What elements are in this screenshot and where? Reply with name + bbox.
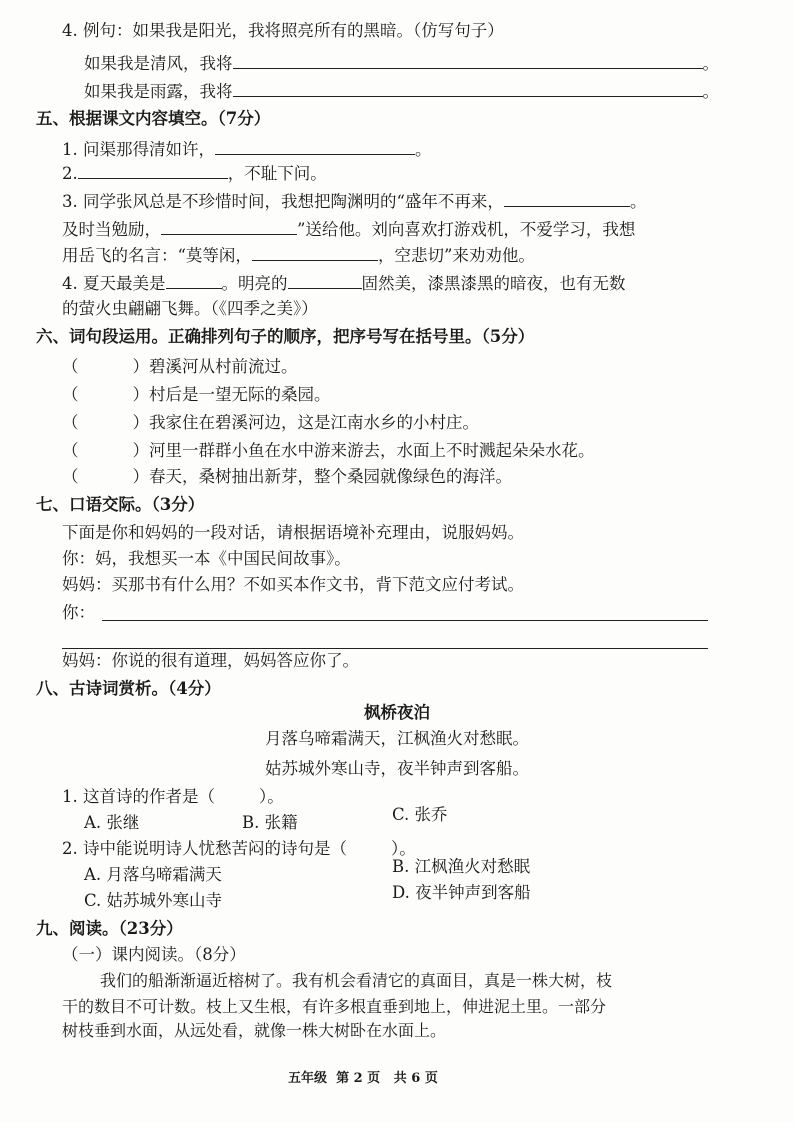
sec7-mom-1: 妈妈：买那书有什么用？不如买本作文书，背下范文应付考试。 <box>62 575 524 594</box>
option-2c[interactable]: C. 姑苏城外寒山寺 <box>84 891 223 910</box>
sec5-item-4b: 的萤火虫翩翩飞舞。（《四季之美》） <box>62 299 318 318</box>
answer-blank[interactable] <box>78 162 228 179</box>
poem-title: 枫桥夜泊 <box>364 703 430 722</box>
sec6-item-1: （ ）碧溪河从村前流过。 <box>62 357 298 376</box>
answer-blank[interactable] <box>288 272 362 289</box>
answer-line[interactable] <box>102 620 708 621</box>
sec6-item-2: （ ）村后是一望无际的桑园。 <box>62 385 331 404</box>
sec6-item-5: （ ）春天，桑树抽出新芽，整个桑园就像绿色的海洋。 <box>62 467 512 486</box>
sec8-question-1: 1. 这首诗的作者是（ ）。 <box>62 787 284 806</box>
reading-passage-line-3: 树枝垂到水面，从远处看，就像一株大树卧在水面上。 <box>62 1021 447 1040</box>
option-1b[interactable]: B. 张籍 <box>242 813 298 832</box>
sec7-intro: 下面是你和妈妈的一段对话，请根据语境补充理由，说服妈妈。 <box>62 523 524 542</box>
sec6-item-4: （ ）河里一群群小鱼在水中游来游去，水面上不时溅起朵朵水花。 <box>62 441 595 460</box>
q4-example: 4. 例句：如果我是阳光，我将照亮所有的黑暗。（仿写句子） <box>62 21 504 40</box>
section-6-title: 六、词句段运用。正确排列句子的顺序，把序号写在括号里。（5分） <box>36 327 535 346</box>
option-2a[interactable]: A. 月落乌啼霜满天 <box>84 865 222 884</box>
section-9-title: 九、阅读。（23分） <box>36 919 183 938</box>
sec7-you-2: 你： <box>62 603 95 622</box>
sec8-question-2: 2. 诗中能说明诗人忧愁苦闷的诗句是（ ）。 <box>62 839 416 858</box>
answer-line[interactable] <box>62 648 708 649</box>
option-2b[interactable]: B. 江枫渔火对愁眠 <box>392 857 531 876</box>
option-1c[interactable]: C. 张乔 <box>392 805 448 824</box>
answer-blank[interactable] <box>504 190 630 207</box>
sec5-item-2: 2. ，不耻下问。 <box>62 164 327 183</box>
sec5-item-4a: 4. 夏天最美是 。明亮的 固然美，漆黑漆黑的暗夜，也有无数 <box>62 274 626 293</box>
section-8-title: 八、古诗词赏析。（4分） <box>36 679 221 698</box>
sec9-subtitle-1: （一）课内阅读。（8分） <box>62 945 246 964</box>
answer-blank[interactable] <box>252 244 378 261</box>
section-7-title: 七、口语交际。（3分） <box>36 495 205 514</box>
answer-blank[interactable] <box>233 52 703 69</box>
poem-line-1: 月落乌啼霜满天，江枫渔火对愁眠。 <box>265 729 529 748</box>
answer-blank[interactable] <box>166 272 222 289</box>
q4-line2: 如果我是雨露，我将 。 <box>84 82 719 101</box>
q4-line1: 如果我是清风，我将 。 <box>84 54 719 73</box>
poem-line-2: 姑苏城外寒山寺，夜半钟声到客船。 <box>265 759 529 778</box>
option-2d[interactable]: D. 夜半钟声到客船 <box>392 883 531 902</box>
reading-passage-line-1: 我们的船渐渐逼近榕树了。我有机会看清它的真面目，真是一株大树，枝 <box>100 971 613 990</box>
page-footer: 五年级 第 2 页 共 6 页 <box>288 1071 438 1086</box>
sec7-you-1: 你：妈，我想买一本《中国民间故事》。 <box>62 549 351 568</box>
answer-blank[interactable] <box>215 138 415 155</box>
section-5-title: 五、根据课文内容填空。（7分） <box>36 109 271 128</box>
sec6-item-3: （ ）我家住在碧溪河边，这是江南水乡的小村庄。 <box>62 413 479 432</box>
answer-blank[interactable] <box>233 80 703 97</box>
sec5-item-1: 1. 问渠那得清如许， 。 <box>62 140 432 159</box>
answer-blank[interactable] <box>161 218 297 235</box>
sec5-item-3c: 用岳飞的名言：“莫等闲， ，空悲切”来劝劝他。 <box>62 246 535 265</box>
sec5-item-3a: 3. 同学张风总是不珍惜时间，我想把陶渊明的“盛年不再来， 。 <box>62 192 647 211</box>
sec7-mom-2: 妈妈：你说的很有道理，妈妈答应你了。 <box>62 651 359 670</box>
sec5-item-3b: 及时当勉励， ”送给他。刘向喜欢打游戏机，不爱学习，我想 <box>62 220 636 239</box>
reading-passage-line-2: 干的数目不可计数。枝上又生根，有许多根直垂到地上，伸进泥土里。一部分 <box>62 997 607 1016</box>
option-1a[interactable]: A. 张继 <box>84 813 140 832</box>
